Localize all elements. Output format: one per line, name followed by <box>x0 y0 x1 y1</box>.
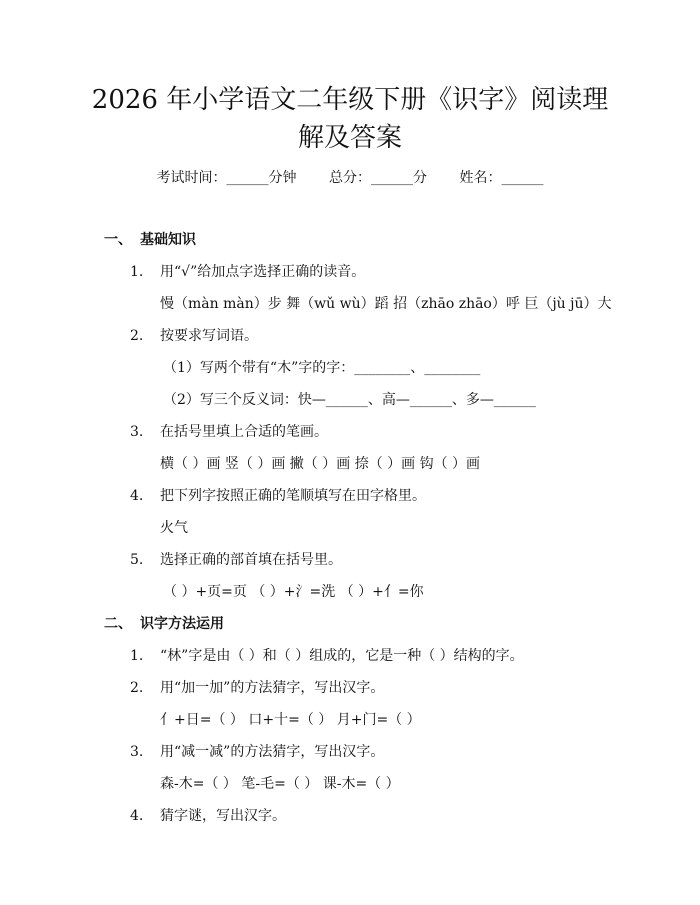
question-line: （2）写三个反义词：快—______、高—______、多—______ <box>163 392 536 408</box>
section-title: 识字方法运用 <box>140 616 224 632</box>
question-text: 用“√”给加点字选择正确的读音。 <box>160 264 366 280</box>
section-number: 一、 <box>104 232 132 248</box>
question-number: 4. <box>130 808 144 824</box>
question-number: 4. <box>130 488 144 504</box>
section-title: 基础知识 <box>140 232 196 248</box>
exam-time: 考试时间：______分钟 <box>156 170 297 186</box>
section-heading <box>104 230 196 250</box>
question-text: 选择正确的部首填在括号里。 <box>160 552 342 568</box>
question-line: （ ）+页=页 （ ）+氵=洗 （ ）+亻=你 <box>163 584 424 600</box>
question-text: 把下列字按照正确的笔顺填写在田字格里。 <box>160 488 426 504</box>
question-text: 按要求写词语。 <box>160 328 258 344</box>
section-number: 二、 <box>104 616 132 632</box>
question-number: 1. <box>130 264 144 280</box>
question-text: 在括号里填上合适的笔画。 <box>160 424 328 440</box>
question-text: 用“加一加”的方法猜字，写出汉字。 <box>160 680 385 696</box>
question-text: “林”字是由（ ）和（ ）组成的，它是一种（ ）结构的字。 <box>160 648 524 664</box>
question-number: 3. <box>130 424 144 440</box>
page-title-line2: 解及答案 <box>297 123 402 153</box>
question-text: 用“减一减”的方法猜字，写出汉字。 <box>160 744 385 760</box>
question-line: 亻+日=（ ） 口+十=（ ） 月+门=（ ） <box>160 712 421 728</box>
question-number: 5. <box>130 552 144 568</box>
question-number: 3. <box>130 744 144 760</box>
exam-meta <box>0 168 700 188</box>
question-text: 猜字谜，写出汉字。 <box>160 808 286 824</box>
question-line: 横（ ）画 竖（ ）画 撇（ ）画 捺（ ）画 钩（ ）画 <box>160 456 481 472</box>
page-title-line1: 2026 年小学语文二年级下册《识字》阅读理 <box>91 85 609 115</box>
total-score: 总分：______分 <box>329 170 427 186</box>
question-line: 火气 <box>160 520 188 536</box>
question-line: 慢（màn màn）步 舞（wǔ wù）蹈 招（zhāo zhāo）呼 巨（jù jū）大 <box>160 296 612 312</box>
question-line: 森-木=（ ） 笔-毛=（ ） 课-木=（ ） <box>160 776 400 792</box>
question-number: 2. <box>130 328 144 344</box>
question-number: 1. <box>130 648 144 664</box>
section-heading <box>104 614 224 634</box>
question-line: （1）写两个带有“木”字的字：________、________ <box>163 360 481 376</box>
student-name: 姓名：______ <box>459 170 544 186</box>
question-number: 2. <box>130 680 144 696</box>
